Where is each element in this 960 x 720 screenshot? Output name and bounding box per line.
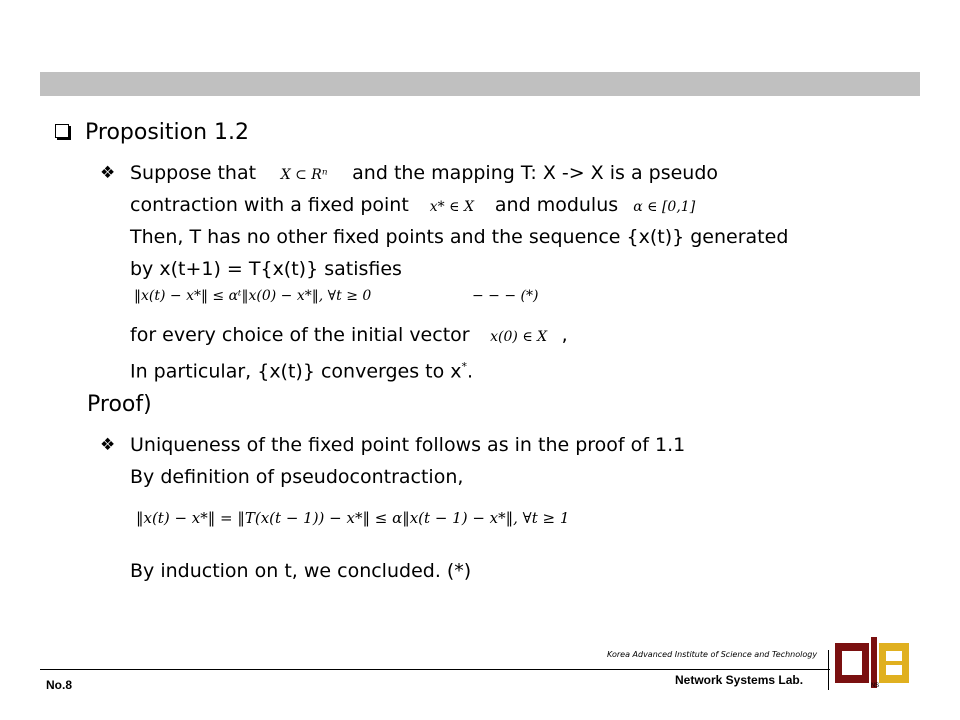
math-set: X ⊂ Rⁿ [280,167,328,183]
math-fixed-point: x* ∈ X [429,199,474,215]
proposition-line-6 [130,320,568,352]
text-modulus: and modulus [494,194,619,216]
text-initial-vector: for every choice of the initial vector [130,324,470,346]
ns-lab-logo [833,635,918,690]
lab-name: Network Systems Lab. [675,673,804,687]
heading-text: Proposition 1.2 [85,120,250,145]
text-period: . [467,360,474,383]
math-alpha: α ∈ [0,1] [633,199,696,215]
title-bar [40,72,920,96]
math-tag: − − − (*) [472,288,539,304]
proposition-line-7 [130,352,473,386]
text-comma: , [561,324,568,346]
proof-line-3: By induction on t, we concluded. (*) [130,560,472,582]
proposition-line-1 [130,158,718,190]
proof-heading: Proof) [87,392,152,417]
math-initial: x(0) ∈ X [490,329,548,345]
footer-vertical-divider [828,650,829,690]
proposition-heading [55,118,249,148]
proof-line-2: By definition of pseudocontraction, [130,466,464,488]
math-inequality: ‖x(t) − x*‖ ≤ αᵗ‖x(0) − x*‖, ∀t ≥ 0 [134,288,372,304]
proposition-line-2 [130,190,704,222]
page-number: No.8 [46,678,73,692]
text-contraction: contraction with a fixed point [130,194,409,216]
footer-divider [40,669,830,670]
text-suppose: Suppose that [130,162,257,184]
math-proof-equation: ‖x(t) − x*‖ = ‖T(x(t − 1)) − x*‖ ≤ α‖x(t − 1) − x*‖, ∀t ≥ 1 [136,509,570,527]
proposition-line-4: by x(t+1) = T{x(t)} satisfies [130,258,402,280]
diamond-bullet-icon: ❖ [100,435,116,455]
proof-line-1: Uniqueness of the fixed point follows as in the proof of 1.1 [130,434,686,456]
proposition-line-3: Then, T has no other fixed points and the sequence {x(t)} generated [130,226,789,248]
logo-text: NS [870,683,880,689]
diamond-bullet-icon: ❖ [100,163,116,183]
checkbox-bullet-icon [55,124,69,138]
institute-name: Korea Advanced Institute of Science and Technology [607,650,818,659]
text-converges: In particular, {x(t)} converges to x [130,360,462,383]
text-star: * [461,360,468,373]
text-mapping: and the mapping T: X -> X is a pseudo [352,162,719,184]
